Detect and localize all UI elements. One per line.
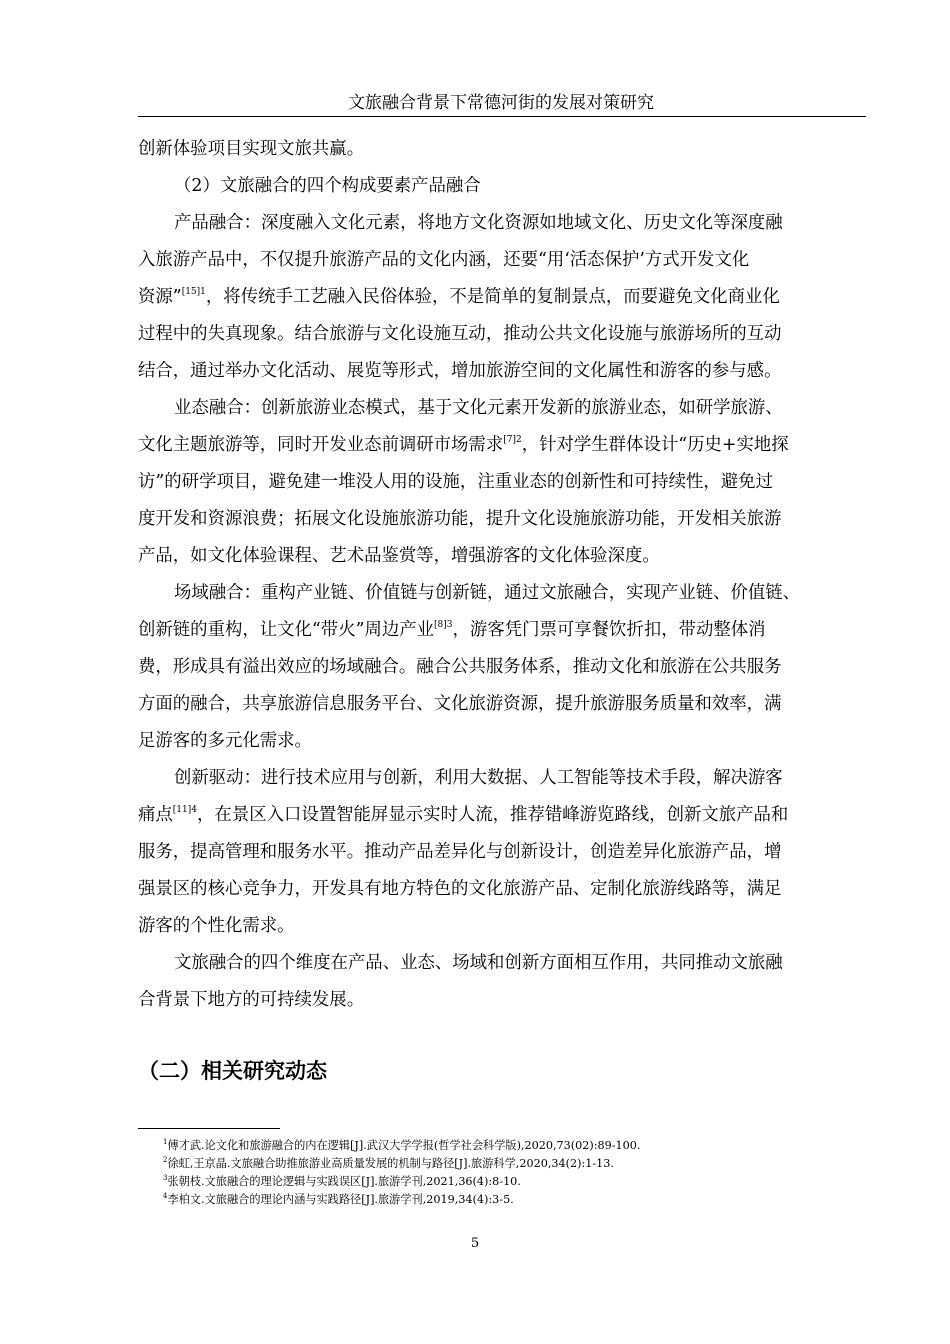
- citation-number: [7]: [503, 435, 516, 445]
- citation-ref: [503, 435, 521, 445]
- paragraph-line: 结合，通过举办文化活动、展览等形式，增加旅游空间的文化属性和游客的参与感。: [138, 361, 782, 381]
- footnote-divider: [138, 1128, 280, 1129]
- footnote-marker: 3: [446, 620, 453, 630]
- text-segment: 资源”: [138, 287, 182, 307]
- paragraph-line: 创新驱动：进行技术应用与创新，利用大数据、人工智能等技术手段，解决游客: [174, 768, 783, 788]
- footnote: [163, 1139, 640, 1153]
- header-divider: [138, 116, 866, 117]
- text-segment: 痛点: [138, 805, 173, 825]
- text-segment: 创新链的重构，让文化“带火”周边产业: [138, 620, 435, 640]
- paragraph-line: 度开发和资源浪费；拓展文化设施旅游功能，提升文化设施旅游功能，开发相关旅游: [138, 509, 782, 529]
- citation-number: [11]: [172, 805, 192, 815]
- paragraph-line: [138, 285, 780, 309]
- citation-ref: [434, 620, 452, 630]
- paragraph-line: [138, 618, 766, 642]
- footnote-marker: 1: [200, 287, 206, 297]
- footnote-marker: 4: [191, 805, 198, 815]
- footnote-number: 1: [163, 1138, 168, 1146]
- section-heading: （二）相关研究动态: [138, 1058, 327, 1083]
- paragraph-line: 强景区的核心竞争力，开发具有地方特色的文化旅游产品、定制化旅游线路等，满足: [138, 879, 782, 899]
- paragraph-line: [138, 433, 789, 457]
- paragraph-line: 创新体验项目实现文旅共赢。: [138, 139, 365, 159]
- footnote-text: 徐虹,王京晶.文旅融合助推旅游业高质量发展的机制与路径[J].旅游科学,2020,34(2):1-13.: [167, 1157, 614, 1170]
- citation-number: [15]: [181, 287, 201, 297]
- paragraph-line: 场域融合：重构产业链、价值链与创新链，通过文旅融合，实现产业链、价值链、: [174, 583, 801, 603]
- text-segment: ，针对学生群体设计“历史+实地探: [521, 435, 789, 455]
- footnote-number: 3: [163, 1174, 168, 1182]
- citation-number: [8]: [434, 620, 447, 630]
- paragraph-line: 入旅游产品中，不仅提升旅游产品的文化内涵，还要“用‘活态保护’方式开发文化: [138, 250, 750, 270]
- paragraph-line: 费，形成具有溢出效应的场域融合。融合公共服务体系，推动文化和旅游在公共服务: [138, 657, 782, 677]
- text-segment: ，在景区入口设置智能屏显示实时人流，推荐错峰游览路线，创新文旅产品和: [197, 805, 789, 825]
- paragraph-line: 产品融合：深度融入文化元素，将地方文化资源如地域文化、历史文化等深度融: [174, 213, 783, 233]
- page-number: 5: [470, 1236, 480, 1251]
- footnote: [163, 1175, 521, 1189]
- footnote-text: 张朝枝.文旅融合的理论逻辑与实践误区[J].旅游学刊,2021,36(4):8-10.: [167, 1175, 521, 1188]
- running-header-title: 文旅融合背景下常德河街的发展对策研究: [348, 93, 654, 113]
- paragraph-line: [138, 803, 788, 827]
- paragraph-line: 访”的研学项目，避免建一堆没人用的设施，注重业态的创新性和可持续性，避免过: [138, 472, 773, 492]
- footnote-number: 2: [163, 1156, 168, 1164]
- paragraph-line: 服务，提高管理和服务水平。推动产品差异化与创新设计，创造差异化旅游产品，增: [138, 842, 782, 862]
- paragraph-line: 游客的个性化需求。: [138, 916, 295, 936]
- footnote-text: 李柏文.文旅融合的理论内涵与实践路径[J].旅游学刊,2019,34(4):3-5.: [167, 1193, 514, 1206]
- paragraph-line: 合背景下地方的可持续发展。: [138, 990, 365, 1010]
- footnote-text: 傅才武.论文化和旅游融合的内在逻辑[J].武汉大学学报(哲学社会科学版),2020,73(02):89-100.: [167, 1139, 641, 1152]
- citation-ref: [173, 805, 197, 815]
- footnote-marker: 2: [515, 435, 522, 445]
- text-segment: ，将传统手工艺融入民俗体验，不是简单的复制景点，而要避免文化商业化: [205, 287, 780, 307]
- paragraph-line: 产品，如文化体验课程、艺术品鉴赏等，增强游客的文化体验深度。: [138, 546, 660, 566]
- footnote: [163, 1157, 614, 1171]
- text-segment: 文化主题旅游等，同时开发业态前调研市场需求: [138, 435, 504, 455]
- footnote: [163, 1193, 514, 1207]
- citation-ref: [182, 287, 206, 297]
- paragraph-line: 过程中的失真现象。结合旅游与文化设施互动，推动公共文化设施与旅游场所的互动: [138, 324, 782, 344]
- subheading: （2）文旅融合的四个构成要素产品融合: [174, 176, 481, 196]
- paragraph-line: 方面的融合，共享旅游信息服务平台、文化旅游资源，提升旅游服务质量和效率，满: [138, 694, 782, 714]
- footnote-number: 4: [163, 1192, 168, 1200]
- text-segment: ，游客凭门票可享餐饮折扣，带动整体消: [452, 620, 766, 640]
- paragraph-line: 文旅融合的四个维度在产品、业态、场域和创新方面相互作用，共同推动文旅融: [174, 953, 783, 973]
- paragraph-line: 业态融合：创新旅游业态模式，基于文化元素开发新的旅游业态，如研学旅游、: [174, 398, 783, 418]
- paragraph-line: 足游客的多元化需求。: [138, 731, 312, 751]
